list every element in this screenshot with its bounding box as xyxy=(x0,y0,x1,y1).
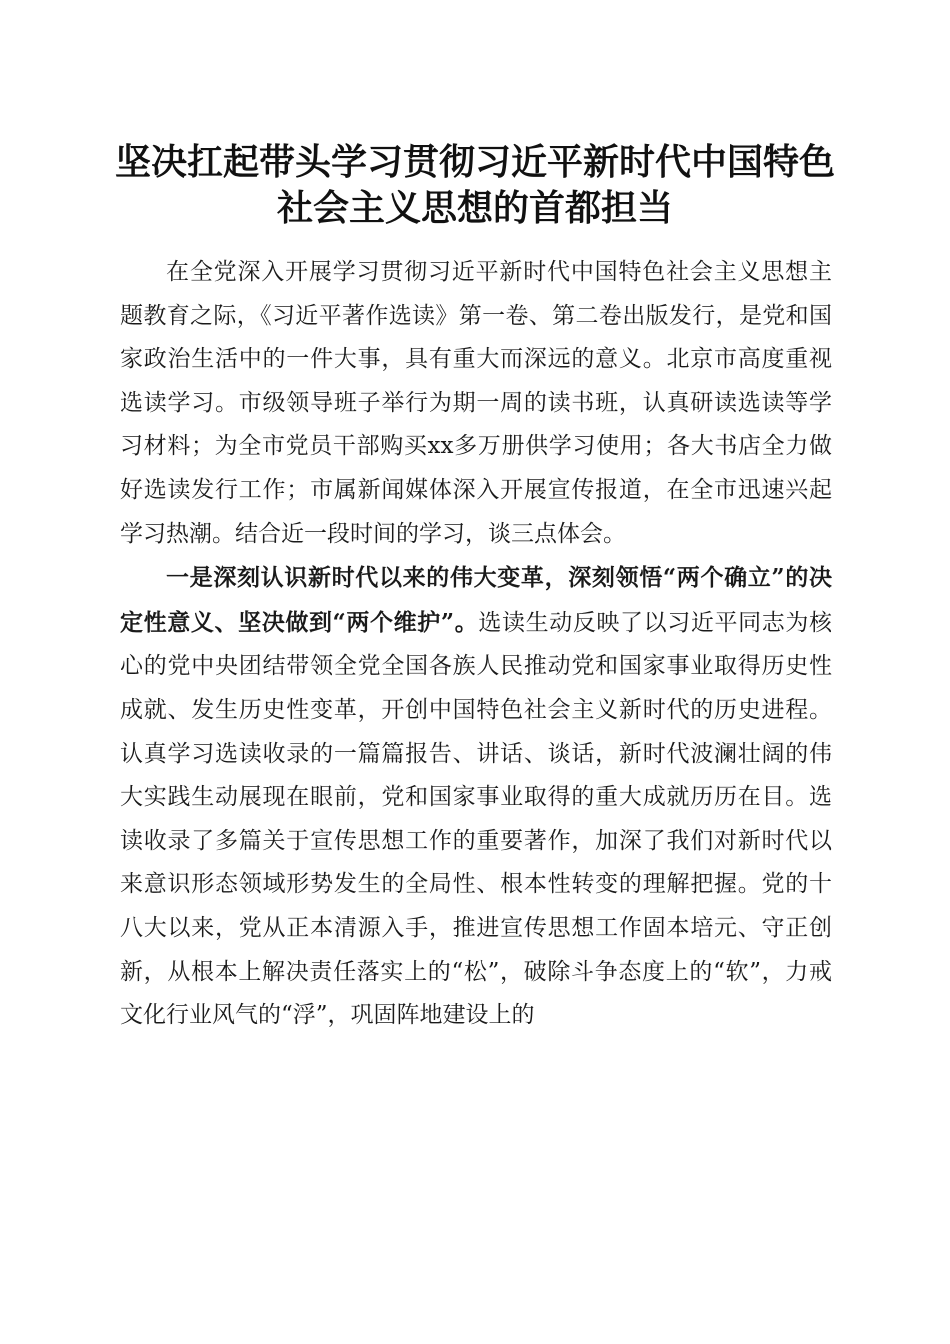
paragraph-point-one xyxy=(120,556,832,1038)
paragraph-point-one-body: 选读生动反映了以习近平同志为核心的党中央团结带领全党全国各族人民推动党和国家事业取得历史性成就、发生历史性变革，开创中国特色社会主义新时代的历史进程。认真学习选读收录的一篇篇报告、讲话、谈话，新时代波澜壮阔的伟大实践生动展现在眼前，党和国家事业取得的重大成就历历在目。选读收录了多篇关于宣传思想工作的重要著作，加深了我们对新时代以来意识形态领域形势发生的全局性、根本性转变的理解把握。党的十八大以来，党从正本清源入手，推进宣传思想工作固本培元、守正创新，从根本上解决责任落实上的“松”，破除斗争态度上的“软”，力戒文化行业风气的“浮”，巩固阵地建设上的 xyxy=(120,609,832,1029)
paragraph-point-one-lead: 一是深刻认识新时代以来的伟大变革，深刻领悟“两个确立”的决定性意义、坚决做到“两个维护”。 xyxy=(120,564,832,636)
document-title-line-1: 坚决扛起带头学习贯彻习近平新时代中国特色 xyxy=(114,141,835,183)
document-body xyxy=(120,251,832,1038)
document-title-line-2: 社会主义思想的首都担当 xyxy=(276,187,673,229)
paragraph-intro: 在全党深入开展学习贯彻习近平新时代中国特色社会主义思想主题教育之际，《习近平著作选读》第一卷、第二卷出版发行，是党和国家政治生活中的一件大事，具有重大而深远的意义。北京市高度重视选读学习。市级领导班子举行为期一周的读书班，认真研读选读等学习材料；为全市党员干部购买xx多万册供学习使用；各大书店全力做好选读发行工作；市属新闻媒体深入开展宣传报道，在全市迅速兴起学习热潮。结合近一段时间的学习，谈三点体会。 xyxy=(120,259,832,547)
